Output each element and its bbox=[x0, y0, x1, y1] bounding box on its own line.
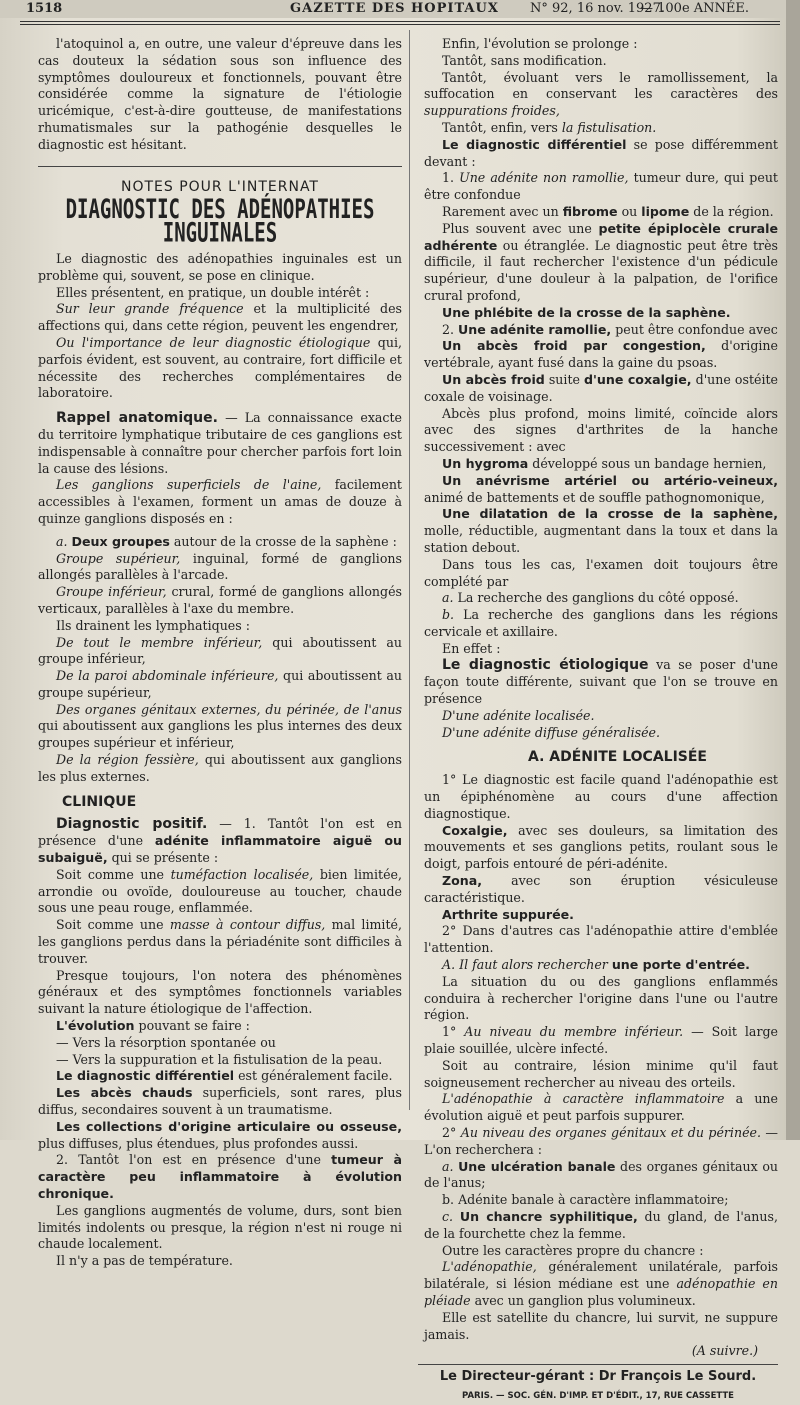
paragraph bbox=[38, 668, 402, 702]
text: animé de battements et de souffle pathognomonique, bbox=[424, 489, 765, 505]
italic-text: tuméfaction localisée, bbox=[170, 866, 314, 882]
italic-text: Ou l'importance de leur diagnostic étiologique bbox=[56, 334, 371, 350]
italic-text: L'adénopathie, bbox=[442, 1259, 537, 1275]
paragraph: Soit au contraire, lésion minime qu'il faut soigneusement rechercher au niveau des orteils. bbox=[424, 1057, 778, 1090]
paragraph bbox=[38, 1068, 402, 1085]
text: 1. bbox=[442, 170, 460, 186]
paragraph bbox=[424, 70, 778, 120]
bold-text: Une adénite ramollie, bbox=[458, 321, 612, 337]
section-heading: NOTES POUR L'INTERNAT bbox=[120, 178, 319, 195]
italic-text: suppurations froides, bbox=[424, 103, 560, 119]
paragraph bbox=[424, 823, 778, 873]
paragraph bbox=[424, 657, 778, 707]
paragraph: Arthrite suppurée. bbox=[442, 906, 574, 922]
paragraph bbox=[424, 137, 778, 171]
italic-text: A. Il faut alors rechercher bbox=[442, 957, 612, 973]
italic-text: masse à contour diffus, bbox=[169, 917, 326, 933]
header-rule-2 bbox=[20, 24, 780, 25]
paragraph bbox=[424, 170, 778, 204]
text: Soit comme une bbox=[56, 866, 171, 882]
bold-text: Coxalgie, bbox=[442, 822, 508, 838]
italic-text: Des organes génitaux externes, du périnée, de l'anus bbox=[56, 701, 402, 717]
paragraph: Enfin, l'évolution se prolonge : bbox=[442, 36, 638, 51]
subsection-heading: A. ADÉNITE LOCALISÉE bbox=[528, 749, 707, 766]
text: de la région. bbox=[689, 203, 774, 219]
paragraph bbox=[424, 204, 778, 221]
text: qui aboutissent au groupe inférieur, bbox=[38, 634, 403, 667]
paragraph bbox=[38, 1085, 402, 1119]
text: 2. Tantôt l'on est en présence d'une bbox=[56, 1152, 332, 1168]
italic-text: Groupe inférieur, bbox=[56, 584, 167, 600]
paragraph: 2° Dans d'autres cas l'adénopathie attire d'emblée l'attention. bbox=[424, 923, 778, 956]
paragraph: En effet : bbox=[442, 640, 501, 656]
list-item: — Vers la résorption spontanée ou bbox=[56, 1034, 276, 1050]
list-letter: a. bbox=[442, 590, 458, 606]
text: va se poser d'une façon toute différente, suivant que l'on se trouve en présence bbox=[424, 657, 778, 707]
list-item: — Vers la suppuration et la fistulisation de la peau. bbox=[56, 1051, 383, 1067]
paragraph bbox=[424, 473, 778, 507]
text: généralement unilatérale, parfois bilatérale, si lésion médiane est une bbox=[424, 1259, 778, 1292]
paragraph bbox=[424, 607, 778, 641]
bold-heading: L'évolution bbox=[56, 1018, 135, 1034]
bold-text: tumeur à caractère peu inflammatoire à évolution chronique. bbox=[38, 1152, 402, 1201]
paragraph bbox=[424, 372, 778, 406]
text: avec un ganglion plus volumineux. bbox=[470, 1292, 696, 1308]
paragraph bbox=[38, 702, 402, 752]
text: — La connaissance exacte du territoire lymphatique tributaire de ces ganglions est indispensable à connaître pour chercher parfois fort loin la cause des lésions. bbox=[38, 410, 402, 476]
paragraph bbox=[424, 1159, 778, 1193]
text: peut être confondue avec bbox=[611, 321, 778, 337]
text: avec ses douleurs, sa limitation des mouvements et ses ganglions petits, roulant sous le doigt, parfois entouré de péri-adénite. bbox=[424, 822, 778, 872]
paragraph: Outre les caractères propre du chancre : bbox=[442, 1242, 704, 1258]
paragraph: Abcès plus profond, moins limité, coïncide alors avec des signes d'arthrites de la hanche successivement : avec bbox=[424, 405, 778, 455]
text: se pose différemment devant : bbox=[424, 136, 778, 169]
footer-rule bbox=[418, 1364, 778, 1365]
right-column bbox=[418, 36, 778, 1405]
text: qui aboutissent aux ganglions les plus externes. bbox=[38, 752, 402, 784]
paragraph bbox=[38, 551, 402, 585]
bold-text: Un chancre syphilitique, bbox=[459, 1208, 638, 1224]
text: 2. bbox=[442, 321, 459, 337]
bold-heading: Le diagnostic différentiel bbox=[442, 136, 627, 152]
text: du gland, de l'anus, de la fourchette chez la femme. bbox=[424, 1208, 778, 1241]
paragraph: Presque toujours, l'on notera des phénomènes généraux et des symptômes fonctionnels variables suivant la nature étiologique de l'affection. bbox=[38, 967, 402, 1017]
text: d'origine vertébrale, ayant fusé dans la gaine du psoas. bbox=[424, 338, 778, 371]
paragraph bbox=[38, 584, 402, 618]
bold-text: une porte d'entrée. bbox=[611, 957, 750, 973]
paragraph: b. Adénite banale à caractère inflammatoire; bbox=[442, 1192, 729, 1208]
paragraph bbox=[38, 1119, 402, 1153]
text: facilement accessibles à l'examen, forment un amas de douze à quinze ganglions disposés en : bbox=[38, 477, 402, 526]
paragraph bbox=[424, 1024, 778, 1058]
paragraph bbox=[38, 635, 402, 669]
paragraph bbox=[424, 221, 778, 305]
italic-text: L'adénopathie à caractère inflammatoire bbox=[442, 1091, 725, 1107]
text: qui se présente : bbox=[107, 850, 219, 866]
bold-text: Un anévrisme artériel ou artério-veineux, bbox=[442, 472, 778, 488]
text: bien limitée, arrondie ou ovoïde, douloureuse au toucher, chaude sous une peau rouge, enflammée. bbox=[38, 866, 402, 916]
paragraph: Ils drainent les lymphatiques : bbox=[56, 617, 250, 633]
italic-text: adénopathie en pléiade bbox=[424, 1276, 778, 1308]
list-letter: a. bbox=[56, 533, 72, 549]
paragraph: Tantôt, sans modification. bbox=[442, 52, 607, 68]
bold-text: Un hygroma bbox=[442, 455, 529, 471]
text: pouvant se faire : bbox=[134, 1018, 250, 1034]
clinique-heading: CLINIQUE bbox=[62, 793, 137, 810]
paragraph bbox=[38, 301, 402, 335]
paragraph bbox=[424, 590, 778, 607]
bold-text: lipome bbox=[641, 203, 690, 219]
journal-title: GAZETTE DES HOPITAUX bbox=[290, 1, 499, 16]
bold-heading: Le diagnostic étiologique bbox=[442, 657, 649, 674]
bold-text: d'une coxalgie, bbox=[584, 371, 692, 387]
paragraph bbox=[424, 506, 778, 556]
header-rule bbox=[20, 21, 780, 22]
text: plus diffuses, plus étendues, plus profondes aussi. bbox=[38, 1135, 359, 1151]
text: Tantôt, évoluant vers le ramollissement, la suffocation en conservant les caractères des bbox=[424, 69, 778, 102]
list-letter: a. bbox=[442, 1158, 459, 1174]
bold-text: adénite inflammatoire aiguë ou subaiguë, bbox=[38, 833, 402, 866]
text: est généralement facile. bbox=[234, 1068, 393, 1084]
paragraph bbox=[38, 917, 402, 967]
left-column bbox=[38, 36, 402, 1270]
paragraph bbox=[38, 1152, 402, 1202]
text: La recherche des ganglions du côté opposé. bbox=[457, 590, 739, 606]
paragraph bbox=[424, 1091, 778, 1125]
paragraph bbox=[38, 867, 402, 917]
italic-text: Au niveau du membre inférieur. bbox=[464, 1024, 684, 1040]
paragraph bbox=[38, 534, 402, 551]
text: 2° bbox=[442, 1125, 461, 1140]
paragraph: Les ganglions augmentés de volume, durs, sont bien limités indolents ou presque, la région n'est ni rouge ni chaude localement. bbox=[38, 1202, 402, 1252]
bold-text: Une dilatation de la crosse de la saphène, bbox=[442, 506, 778, 522]
paragraph bbox=[424, 1259, 778, 1309]
text: tumeur dure, qui peut être confondue bbox=[424, 170, 778, 203]
page-header bbox=[0, 0, 800, 18]
text: qui aboutissent aux ganglions les plus internes des deux groupes supérieur et inférieur, bbox=[38, 718, 402, 751]
page-edge bbox=[786, 0, 800, 1140]
paragraph bbox=[38, 752, 402, 786]
bold-text: Zona, bbox=[442, 873, 483, 889]
intro-paragraph: l'atoquinol a, en outre, une valeur d'épreuve dans les cas douteux la sédation sous son influence des symptômes douloureux et fonctionnels, pouvant être considérée comme la signature de l'étiologie uricémique, c'est-à-dire goutteuse, de manifestations rhumatismales sur la pathogénie desquelles le diagnostic est hésitant. bbox=[38, 36, 402, 152]
paragraph bbox=[38, 816, 402, 866]
publisher-line: Le Directeur-gérant : Dr François Le Sourd. bbox=[439, 1369, 757, 1385]
italic-text: Une adénite non ramollie, bbox=[459, 170, 629, 186]
text: ou bbox=[617, 203, 642, 219]
text: — L'on recherchera : bbox=[424, 1125, 778, 1157]
italic-text: la fistulisation. bbox=[561, 119, 657, 135]
paragraph bbox=[424, 1125, 778, 1159]
to-be-continued: (A suivre.) bbox=[691, 1343, 758, 1359]
bold-text: Un abcès froid bbox=[442, 371, 545, 387]
paragraph bbox=[424, 322, 778, 339]
bold-heading: Les collections d'origine articulaire ou osseuse, bbox=[56, 1118, 402, 1134]
text: suite bbox=[544, 371, 585, 387]
text: qui aboutissent au groupe supérieur, bbox=[38, 668, 402, 700]
text: — 1. Tantôt l'on est en présence d'une bbox=[38, 816, 402, 849]
italic-text: De la région fessière, bbox=[56, 752, 199, 768]
text: inguinal, formé de ganglions allongés parallèles à l'arcade. bbox=[38, 550, 402, 583]
text: 1° bbox=[442, 1024, 465, 1040]
paragraph bbox=[424, 338, 778, 372]
issue-number: N° 92, 16 nov. 1927. bbox=[530, 1, 665, 16]
text: superficiels, sont rares, plus diffus, secondaires souvent à un traumatisme. bbox=[38, 1085, 402, 1118]
edition-year: — 100e ANNÉE. bbox=[640, 1, 750, 16]
italic-text: Au niveau des organes génitaux et du périnée. bbox=[460, 1125, 761, 1140]
bold-text: petite épiplocèle crurale adhérente bbox=[424, 220, 779, 253]
text: d'une ostéite coxale de voisinage. bbox=[424, 371, 778, 404]
text: ou étranglée. Le diagnostic peut être très difficile, il faut rechercher l'existence d'un pédicule supérieur, d'une douleur à la palpation, de l'orifice crural profond, bbox=[424, 237, 778, 303]
text: mal limité, les ganglions perdus dans la périadénite sont difficiles à trouver. bbox=[38, 917, 402, 966]
paragraph: D'une adénite localisée. bbox=[442, 707, 595, 723]
paragraph bbox=[424, 873, 778, 907]
paragraph bbox=[424, 120, 778, 137]
paragraph: Dans tous les cas, l'examen doit toujours être complété par bbox=[424, 556, 778, 589]
text: Rarement avec un bbox=[442, 203, 563, 219]
text: qui, parfois évident, est souvent, au contraire, fort difficile et nécessite des recherches complémentaires de laboratoire. bbox=[38, 334, 402, 401]
imprint-line: PARIS. — SOC. GÉN. D'IMP. ET D'ÉDIT., 17, RUE CASSETTE bbox=[462, 1390, 734, 1401]
text: avec son éruption vésiculeuse caractéristique. bbox=[424, 873, 778, 905]
text: des organes génitaux ou de l'anus; bbox=[424, 1158, 779, 1191]
italic-text: Groupe supérieur, bbox=[56, 550, 181, 566]
bold-heading: Rappel anatomique. bbox=[56, 410, 218, 427]
text: — Soit large plaie souillée, ulcère infecté. bbox=[424, 1024, 778, 1057]
paragraph bbox=[424, 957, 778, 974]
paragraph bbox=[424, 456, 778, 473]
paragraph: Une phlébite de la crosse de la saphène. bbox=[442, 304, 731, 320]
italic-text: De tout le membre inférieur, bbox=[56, 634, 263, 650]
paragraph bbox=[38, 477, 402, 527]
text: autour de la crosse de la saphène : bbox=[169, 533, 397, 549]
bold-text: Un abcès froid par congestion, bbox=[442, 338, 706, 354]
paragraph: Elle est satellite du chancre, lui survit, ne suppure jamais. bbox=[424, 1309, 778, 1342]
list-letter: b. bbox=[442, 607, 464, 623]
bold-heading: Le diagnostic différentiel bbox=[56, 1068, 235, 1084]
paragraph: D'une adénite diffuse généralisée. bbox=[442, 724, 660, 740]
text: a une évolution aiguë et peut parfois suppurer. bbox=[424, 1091, 778, 1124]
article-title: DIAGNOSTIC DES ADÉNOPATHIES INGUINALES bbox=[65, 194, 375, 249]
italic-text: Les ganglions superficiels de l'aine, bbox=[56, 477, 322, 493]
paragraph: 1° Le diagnostic est facile quand l'adénopathie est un épiphénomène au cours d'une affection diagnostique. bbox=[424, 772, 778, 821]
paragraph: La situation du ou des ganglions enflammés conduira à rechercher l'origine dans l'une ou l'autre région. bbox=[424, 973, 778, 1023]
paragraph: Il n'y a pas de température. bbox=[56, 1253, 233, 1269]
bold-heading: Diagnostic positif. bbox=[56, 816, 208, 833]
text: Tantôt, enfin, vers bbox=[442, 119, 562, 135]
italic-text: De la paroi abdominale inférieure, bbox=[56, 668, 279, 684]
paragraph bbox=[38, 1018, 402, 1035]
page-number: 1518 bbox=[26, 1, 63, 16]
paragraph bbox=[424, 1209, 778, 1243]
paragraph: Le diagnostic des adénopathies inguinales est un problème qui, souvent, se pose en clinique. bbox=[38, 250, 402, 283]
italic-text: Sur leur grande fréquence bbox=[56, 301, 244, 317]
text: molle, réductible, augmentant dans la toux et dans la station debout. bbox=[424, 523, 778, 555]
section-divider bbox=[38, 166, 402, 167]
text: Soit comme une bbox=[56, 917, 170, 933]
bold-heading: Deux groupes bbox=[71, 533, 170, 549]
list-letter: c. bbox=[442, 1208, 460, 1224]
paragraph bbox=[38, 335, 402, 402]
column-divider bbox=[409, 30, 410, 1110]
text: Plus souvent avec une bbox=[442, 220, 599, 236]
bold-text: Une ulcération banale bbox=[458, 1158, 616, 1174]
text: développé sous un bandage hernien, bbox=[528, 455, 767, 471]
bold-heading: Les abcès chauds bbox=[56, 1085, 193, 1101]
text: La recherche des ganglions dans les régions cervicale et axillaire. bbox=[424, 607, 778, 639]
paragraph bbox=[38, 410, 402, 477]
paragraph: Elles présentent, en pratique, un double intérêt : bbox=[56, 284, 370, 300]
bold-text: fibrome bbox=[562, 203, 618, 219]
text: crural, formé de ganglions allongés verticaux, parallèles à l'axe du membre. bbox=[38, 584, 403, 616]
text: et la multiplicité des affections qui, dans cette région, peuvent les engendrer, bbox=[38, 301, 402, 334]
